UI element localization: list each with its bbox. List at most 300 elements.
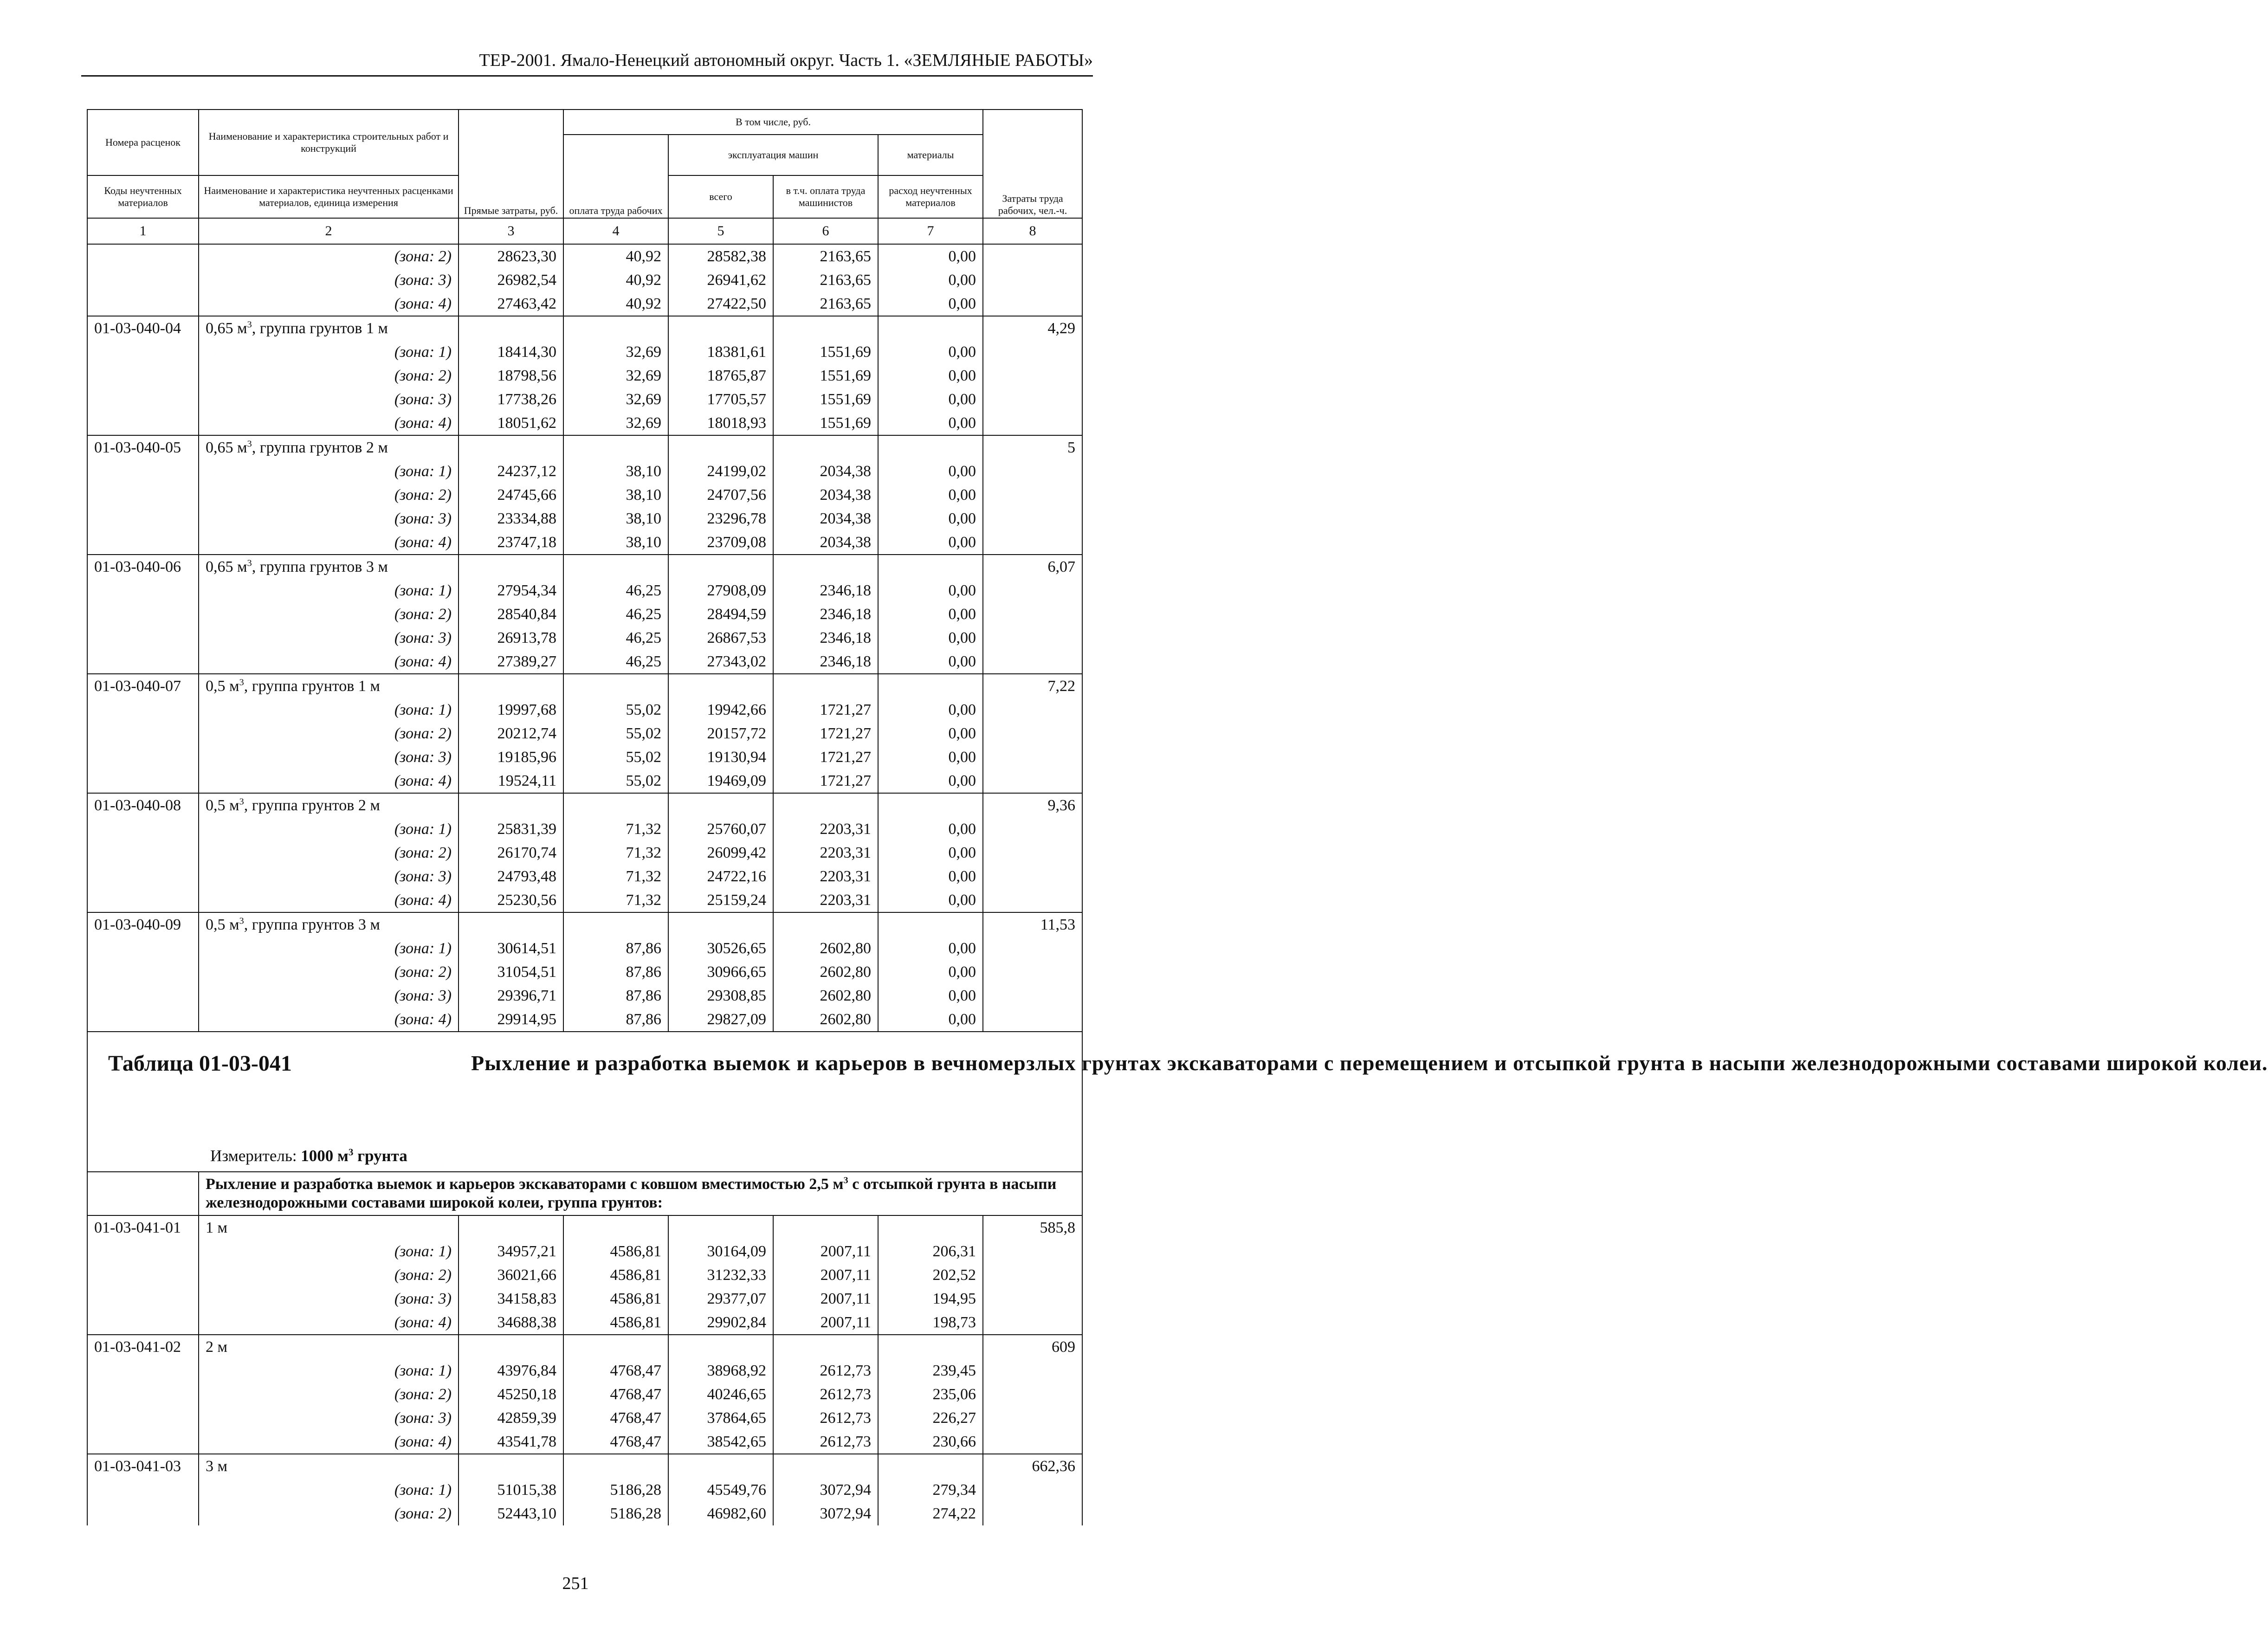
- labor-pay-value: 4586,81: [563, 1287, 668, 1311]
- zone-row: [87, 817, 1082, 841]
- machines-total-value: 29902,84: [668, 1311, 773, 1335]
- driver-pay-value: 2346,18: [773, 602, 878, 626]
- labor-cost-cell: [983, 865, 1082, 888]
- rate-code: 01-03-040-04: [87, 316, 199, 340]
- zone-label: (зона: 3): [199, 268, 459, 292]
- code-cell: [87, 411, 199, 435]
- zone-row: [87, 364, 1082, 388]
- empty-cell: [878, 912, 983, 937]
- empty-cell: [773, 1454, 878, 1478]
- zone-label: (зона: 1): [199, 937, 459, 960]
- rate-row: [87, 435, 1082, 459]
- labor-pay-value: 55,02: [563, 722, 668, 745]
- driver-pay-value: 2346,18: [773, 626, 878, 650]
- rates-table: [87, 109, 2268, 1525]
- rate-name-volume: 0,65 м: [206, 439, 247, 456]
- machines-total-value: 17705,57: [668, 388, 773, 411]
- code-cell: [87, 340, 199, 364]
- labor-cost-cell: [983, 1502, 1082, 1525]
- zone-row: [87, 1478, 1082, 1502]
- rate-code: 01-03-040-09: [87, 912, 199, 937]
- zone-row: [87, 626, 1082, 650]
- labor-pay-value: 71,32: [563, 817, 668, 841]
- machines-total-value: 30164,09: [668, 1240, 773, 1263]
- direct-cost-value: 24793,48: [459, 865, 563, 888]
- labor-cost-cell: [983, 1406, 1082, 1430]
- labor-cost-cell: [983, 1359, 1082, 1383]
- header-incl: В том числе, руб.: [563, 110, 983, 135]
- direct-cost-value: 26982,54: [459, 268, 563, 292]
- empty-cell: [563, 912, 668, 937]
- rate-row: [87, 1335, 1082, 1359]
- rate-name-group: , группа грунтов 2 м: [244, 796, 380, 814]
- code-cell: [87, 650, 199, 674]
- machines-total-value: 19469,09: [668, 769, 773, 793]
- labor-pay-value: 38,10: [563, 530, 668, 555]
- labor-cost-value: 7,22: [983, 674, 1082, 698]
- empty-cell: [773, 555, 878, 579]
- labor-pay-value: 55,02: [563, 745, 668, 769]
- code-cell: [87, 1406, 199, 1430]
- labor-cost-cell: [983, 340, 1082, 364]
- driver-pay-value: 2163,65: [773, 244, 878, 268]
- direct-cost-value: 25831,39: [459, 817, 563, 841]
- empty-cell: [459, 674, 563, 698]
- machines-total-value: 29827,09: [668, 1008, 773, 1032]
- zone-label: (зона: 1): [199, 698, 459, 722]
- direct-cost-value: 51015,38: [459, 1478, 563, 1502]
- rate-code: 01-03-041-03: [87, 1454, 199, 1478]
- direct-cost-value: 18051,62: [459, 411, 563, 435]
- driver-pay-value: 2034,38: [773, 483, 878, 507]
- materials-value: 0,00: [878, 722, 983, 745]
- header-total: всего: [668, 175, 773, 218]
- page-number: 251: [562, 1574, 589, 1593]
- driver-pay-value: 2034,38: [773, 507, 878, 530]
- empty-cell: [878, 316, 983, 340]
- labor-cost-value: 11,53: [983, 912, 1082, 937]
- group-description: Рыхление и разработка выемок и карьеров экскаваторами с ковшом вместимостью 2,5 $м^3$ с отсыпкой грунта в насыпи железнодорожными составами широкой колеи, группа грунтов:: [199, 1172, 1082, 1215]
- empty-cell: [668, 674, 773, 698]
- table-label: Таблица 01-03-041: [108, 1051, 292, 1076]
- driver-pay-value: 2007,11: [773, 1311, 878, 1335]
- empty-cell: [459, 912, 563, 937]
- direct-cost-value: 23747,18: [459, 530, 563, 555]
- zone-row: [87, 1311, 1082, 1335]
- zone-row: [87, 698, 1082, 722]
- zone-row: [87, 865, 1082, 888]
- zone-label: (зона: 1): [199, 1240, 459, 1263]
- materials-value: 0,00: [878, 960, 983, 984]
- zone-label: (зона: 3): [199, 745, 459, 769]
- machines-total-value: 26099,42: [668, 841, 773, 865]
- empty-cell: [668, 793, 773, 817]
- empty-cell: [563, 1215, 668, 1240]
- empty-cell: [878, 793, 983, 817]
- empty-cell: [563, 1454, 668, 1478]
- rate-name-group: , группа грунтов 1 м: [244, 677, 380, 695]
- driver-pay-value: 2163,65: [773, 292, 878, 316]
- code-cell: [87, 865, 199, 888]
- machines-total-value: 31232,33: [668, 1263, 773, 1287]
- materials-value: 194,95: [878, 1287, 983, 1311]
- zone-label: (зона: 4): [199, 292, 459, 316]
- machines-total-value: 24722,16: [668, 865, 773, 888]
- labor-pay-value: 71,32: [563, 865, 668, 888]
- labor-pay-value: 46,25: [563, 626, 668, 650]
- header-mat-names: Наименование и характеристика неучтенных расценками материалов, единица измерения: [199, 175, 459, 218]
- empty-cell: [459, 435, 563, 459]
- code-cell: [87, 1311, 199, 1335]
- materials-value: 202,52: [878, 1263, 983, 1287]
- code-cell: [87, 984, 199, 1008]
- rate-row: [87, 316, 1082, 340]
- materials-value: 0,00: [878, 888, 983, 912]
- labor-pay-value: 5186,28: [563, 1502, 668, 1525]
- zone-row: [87, 745, 1082, 769]
- zone-row: [87, 292, 1082, 316]
- labor-cost-cell: [983, 268, 1082, 292]
- empty-cell: [668, 912, 773, 937]
- labor-cost-cell: [983, 388, 1082, 411]
- rate-name: 2 м: [199, 1335, 459, 1359]
- machines-total-value: 23296,78: [668, 507, 773, 530]
- machines-total-value: 27422,50: [668, 292, 773, 316]
- empty-cell: [563, 674, 668, 698]
- labor-pay-value: 38,10: [563, 507, 668, 530]
- zone-label: (зона: 4): [199, 888, 459, 912]
- driver-pay-value: 2163,65: [773, 268, 878, 292]
- code-cell: [87, 364, 199, 388]
- empty-cell: [773, 674, 878, 698]
- driver-pay-value: 2602,80: [773, 937, 878, 960]
- labor-pay-value: 4586,81: [563, 1263, 668, 1287]
- labor-pay-value: 5186,28: [563, 1478, 668, 1502]
- direct-cost-value: 19185,96: [459, 745, 563, 769]
- driver-pay-value: 2034,38: [773, 530, 878, 555]
- labor-cost-cell: [983, 984, 1082, 1008]
- materials-value: 0,00: [878, 244, 983, 268]
- rate-name: 0,65 $м^3$, группа грунтов 1 м: [199, 316, 459, 340]
- rate-name-volume: 0,65 м: [206, 558, 247, 575]
- zone-label: (зона: 1): [199, 340, 459, 364]
- zone-label: (зона: 2): [199, 841, 459, 865]
- rate-name-group: , группа грунтов 3 м: [252, 558, 388, 575]
- direct-cost-value: 23334,88: [459, 507, 563, 530]
- zone-row: [87, 1263, 1082, 1287]
- driver-pay-value: 2203,31: [773, 888, 878, 912]
- direct-cost-value: 34158,83: [459, 1287, 563, 1311]
- rate-code: 01-03-041-01: [87, 1215, 199, 1240]
- code-cell: [87, 244, 199, 268]
- zone-label: (зона: 2): [199, 364, 459, 388]
- labor-cost-cell: [983, 530, 1082, 555]
- materials-value: 0,00: [878, 340, 983, 364]
- direct-cost-value: 36021,66: [459, 1263, 563, 1287]
- labor-cost-cell: [983, 1287, 1082, 1311]
- zone-label: (зона: 2): [199, 1383, 459, 1406]
- labor-pay-value: 55,02: [563, 698, 668, 722]
- zone-row: [87, 340, 1082, 364]
- empty-cell: [668, 1454, 773, 1478]
- labor-cost-value: 5: [983, 435, 1082, 459]
- labor-cost-cell: [983, 1430, 1082, 1454]
- rate-row: [87, 793, 1082, 817]
- materials-value: 0,00: [878, 507, 983, 530]
- zone-row: [87, 507, 1082, 530]
- machines-total-value: 38542,65: [668, 1430, 773, 1454]
- group-code-cell: [87, 1172, 199, 1215]
- col-number: 7: [878, 218, 983, 244]
- header-labor-costs: Затраты труда рабочих, чел.-ч.: [983, 110, 1082, 218]
- materials-value: 0,00: [878, 769, 983, 793]
- empty-cell: [773, 1215, 878, 1240]
- direct-cost-value: 24745,66: [459, 483, 563, 507]
- machines-total-value: 45549,76: [668, 1478, 773, 1502]
- machines-total-value: 25159,24: [668, 888, 773, 912]
- table-body-01-03-041: [87, 1215, 1082, 1525]
- header-rate-numbers: Номера расценок: [87, 110, 199, 175]
- zone-label: (зона: 3): [199, 507, 459, 530]
- code-cell: [87, 1430, 199, 1454]
- machines-total-value: 30526,65: [668, 937, 773, 960]
- machines-total-value: 25760,07: [668, 817, 773, 841]
- empty-cell: [878, 1335, 983, 1359]
- code-cell: [87, 1008, 199, 1032]
- direct-cost-value: 29396,71: [459, 984, 563, 1008]
- materials-value: 0,00: [878, 937, 983, 960]
- zone-row: [87, 459, 1082, 483]
- labor-cost-cell: [983, 1263, 1082, 1287]
- empty-cell: [459, 1215, 563, 1240]
- materials-value: 0,00: [878, 865, 983, 888]
- labor-pay-value: 32,69: [563, 364, 668, 388]
- labor-pay-value: 32,69: [563, 340, 668, 364]
- table-body-01-03-040: [87, 244, 1082, 1032]
- code-cell: [87, 1359, 199, 1383]
- labor-cost-cell: [983, 817, 1082, 841]
- direct-cost-value: 20212,74: [459, 722, 563, 745]
- empty-cell: [563, 316, 668, 340]
- labor-cost-cell: [983, 1008, 1082, 1032]
- materials-value: 0,00: [878, 841, 983, 865]
- labor-cost-value: 6,07: [983, 555, 1082, 579]
- empty-cell: [668, 1215, 773, 1240]
- header-incl-drivers: в т.ч. оплата труда машинистов: [773, 175, 878, 218]
- rate-row: [87, 674, 1082, 698]
- empty-cell: [878, 435, 983, 459]
- rate-name: 3 м: [199, 1454, 459, 1478]
- labor-cost-cell: [983, 1311, 1082, 1335]
- labor-pay-value: 71,32: [563, 841, 668, 865]
- zone-row: [87, 960, 1082, 984]
- materials-value: 0,00: [878, 483, 983, 507]
- labor-pay-value: 32,69: [563, 388, 668, 411]
- driver-pay-value: 2602,80: [773, 960, 878, 984]
- machines-total-value: 24707,56: [668, 483, 773, 507]
- empty-cell: [563, 1335, 668, 1359]
- rate-name-group: , группа грунтов 1 м: [252, 319, 388, 337]
- driver-pay-value: 2346,18: [773, 579, 878, 602]
- col-number: 6: [773, 218, 878, 244]
- labor-pay-value: 46,25: [563, 650, 668, 674]
- machines-total-value: 38968,92: [668, 1359, 773, 1383]
- empty-cell: [563, 793, 668, 817]
- machines-total-value: 29308,85: [668, 984, 773, 1008]
- direct-cost-value: 52443,10: [459, 1502, 563, 1525]
- materials-value: 0,00: [878, 579, 983, 602]
- rate-code: 01-03-040-06: [87, 555, 199, 579]
- materials-value: 0,00: [878, 1008, 983, 1032]
- zone-label: (зона: 4): [199, 1430, 459, 1454]
- materials-value: 0,00: [878, 268, 983, 292]
- direct-cost-value: 30614,51: [459, 937, 563, 960]
- driver-pay-value: 3072,94: [773, 1478, 878, 1502]
- zone-row: [87, 1502, 1082, 1525]
- labor-cost-cell: [983, 698, 1082, 722]
- zone-label: (зона: 3): [199, 984, 459, 1008]
- zone-row: [87, 602, 1082, 626]
- empty-cell: [459, 1454, 563, 1478]
- materials-value: 0,00: [878, 602, 983, 626]
- rate-name-volume: 0,65 м: [206, 319, 247, 337]
- direct-cost-value: 28540,84: [459, 602, 563, 626]
- machines-total-value: 46982,60: [668, 1502, 773, 1525]
- materials-value: 0,00: [878, 626, 983, 650]
- measure-prefix: Измеритель:: [210, 1147, 301, 1165]
- driver-pay-value: 2612,73: [773, 1359, 878, 1383]
- header-work-name: Наименование и характеристика строительных работ и конструкций: [199, 110, 459, 175]
- driver-pay-value: 1721,27: [773, 722, 878, 745]
- driver-pay-value: 2203,31: [773, 865, 878, 888]
- labor-pay-value: 87,86: [563, 960, 668, 984]
- materials-value: 0,00: [878, 388, 983, 411]
- empty-cell: [459, 1335, 563, 1359]
- materials-value: 0,00: [878, 530, 983, 555]
- driver-pay-value: 2612,73: [773, 1383, 878, 1406]
- materials-value: 0,00: [878, 698, 983, 722]
- running-header: ТЕР-2001. Ямало-Ненецкий автономный округ. Часть 1. «ЗЕМЛЯНЫЕ РАБОТЫ»: [81, 46, 1093, 77]
- zone-label: (зона: 3): [199, 865, 459, 888]
- labor-pay-value: 4768,47: [563, 1406, 668, 1430]
- labor-cost-cell: [983, 411, 1082, 435]
- zone-row: [87, 244, 1082, 268]
- zone-row: [87, 650, 1082, 674]
- zone-row: [87, 769, 1082, 793]
- code-cell: [87, 1287, 199, 1311]
- empty-cell: [773, 912, 878, 937]
- labor-cost-cell: [983, 769, 1082, 793]
- driver-pay-value: 1551,69: [773, 340, 878, 364]
- zone-label: (зона: 1): [199, 817, 459, 841]
- materials-value: 0,00: [878, 364, 983, 388]
- code-cell: [87, 292, 199, 316]
- labor-pay-value: 38,10: [563, 483, 668, 507]
- table-title-block: [87, 1032, 2268, 1172]
- labor-cost-value: 609: [983, 1335, 1082, 1359]
- zone-label: (зона: 3): [199, 1287, 459, 1311]
- machines-total-value: 26867,53: [668, 626, 773, 650]
- zone-label: (зона: 1): [199, 1478, 459, 1502]
- labor-pay-value: 87,86: [563, 984, 668, 1008]
- direct-cost-value: 34688,38: [459, 1311, 563, 1335]
- table-measure: Измеритель: 1000 $м^3$ грунта: [210, 1146, 407, 1165]
- driver-pay-value: 2346,18: [773, 650, 878, 674]
- machines-total-value: 28494,59: [668, 602, 773, 626]
- zone-row: [87, 1406, 1082, 1430]
- code-cell: [87, 1478, 199, 1502]
- code-cell: [87, 698, 199, 722]
- machines-total-value: 18381,61: [668, 340, 773, 364]
- direct-cost-value: 24237,12: [459, 459, 563, 483]
- materials-value: 0,00: [878, 984, 983, 1008]
- code-cell: [87, 1263, 199, 1287]
- code-cell: [87, 817, 199, 841]
- machines-total-value: 24199,02: [668, 459, 773, 483]
- materials-value: 0,00: [878, 459, 983, 483]
- zone-label: (зона: 4): [199, 769, 459, 793]
- labor-cost-cell: [983, 483, 1082, 507]
- zone-label: (зона: 4): [199, 530, 459, 555]
- machines-total-value: 27908,09: [668, 579, 773, 602]
- rate-name-volume: 0,5 м: [206, 796, 239, 814]
- code-cell: [87, 841, 199, 865]
- driver-pay-value: 2007,11: [773, 1287, 878, 1311]
- labor-pay-value: 38,10: [563, 459, 668, 483]
- empty-cell: [563, 555, 668, 579]
- zone-row: [87, 1359, 1082, 1383]
- zone-label: (зона: 4): [199, 650, 459, 674]
- empty-cell: [459, 316, 563, 340]
- driver-pay-value: 1551,69: [773, 364, 878, 388]
- rate-code: 01-03-041-02: [87, 1335, 199, 1359]
- rate-name-group: , группа грунтов 2 м: [252, 439, 388, 456]
- code-cell: [87, 459, 199, 483]
- labor-pay-value: 4586,81: [563, 1311, 668, 1335]
- zone-row: [87, 888, 1082, 912]
- zone-label: (зона: 4): [199, 411, 459, 435]
- materials-value: 235,06: [878, 1383, 983, 1406]
- empty-cell: [563, 435, 668, 459]
- driver-pay-value: 2007,11: [773, 1240, 878, 1263]
- code-cell: [87, 1502, 199, 1525]
- direct-cost-value: 28623,30: [459, 244, 563, 268]
- zone-row: [87, 388, 1082, 411]
- code-cell: [87, 937, 199, 960]
- col-number: 2: [199, 218, 459, 244]
- machines-total-value: 37864,65: [668, 1406, 773, 1430]
- materials-value: 198,73: [878, 1311, 983, 1335]
- rate-name-volume: 0,5 м: [206, 916, 239, 933]
- header-direct-costs: Прямые затраты, руб.: [459, 110, 563, 218]
- labor-cost-value: 9,36: [983, 793, 1082, 817]
- machines-total-value: 30966,65: [668, 960, 773, 984]
- materials-value: 0,00: [878, 411, 983, 435]
- direct-cost-value: 27463,42: [459, 292, 563, 316]
- zone-row: [87, 530, 1082, 555]
- measure-value: 1000 м: [301, 1147, 349, 1165]
- zone-label: (зона: 1): [199, 579, 459, 602]
- labor-pay-value: 40,92: [563, 244, 668, 268]
- machines-total-value: 29377,07: [668, 1287, 773, 1311]
- driver-pay-value: 2034,38: [773, 459, 878, 483]
- code-cell: [87, 388, 199, 411]
- labor-pay-value: 71,32: [563, 888, 668, 912]
- labor-cost-cell: [983, 1383, 1082, 1406]
- materials-value: 239,45: [878, 1359, 983, 1383]
- zone-row: [87, 722, 1082, 745]
- driver-pay-value: 3072,94: [773, 1502, 878, 1525]
